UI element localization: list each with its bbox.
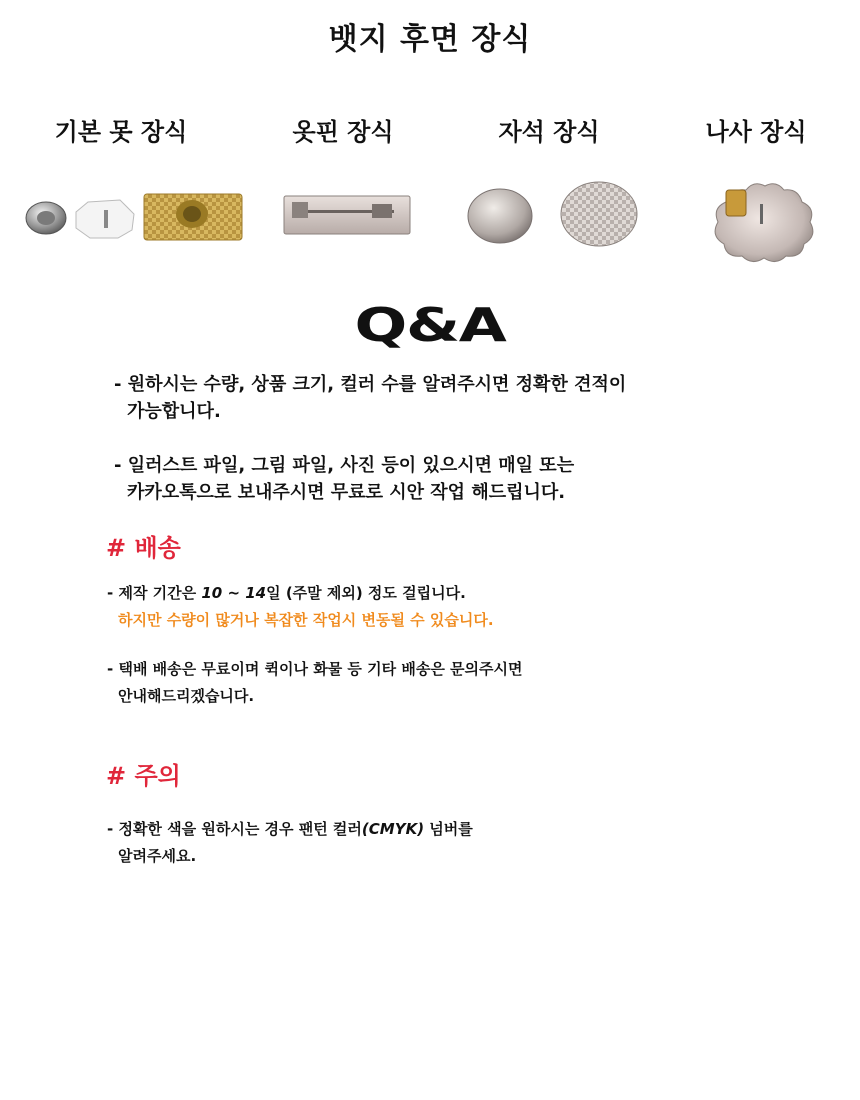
qa-item-line: - 일러스트 파일, 그림 파일, 사진 등이 있으시면 매일 또는 xyxy=(114,455,575,476)
shipping-heading: # 배송 xyxy=(106,534,181,562)
qa-item-line: 카카오톡으로 보내주시면 무료로 시안 작업 해드립니다. xyxy=(127,482,566,503)
shipping-delivery-note xyxy=(107,656,727,710)
qa-item-line: - 원하시는 수량, 상품 크기, 컬러 수를 알려주시면 정확한 견적이 xyxy=(114,374,627,395)
category-safety-pin-label: 옷핀 장식 xyxy=(292,118,394,146)
category-basic-pin-label: 기본 못 장식 xyxy=(54,118,188,146)
magnet-back-image xyxy=(466,180,640,246)
shipping-variance-note: 하지만 수량이 많거나 복잡한 작업시 변동될 수 있습니다. xyxy=(118,611,494,629)
qa-heading: Q&A xyxy=(354,298,506,352)
qa-item-draft xyxy=(114,452,774,506)
note-text: - 제작 기간은 xyxy=(107,584,202,602)
qa-item-line: 가능합니다. xyxy=(127,401,221,422)
period-value: 10 ~ 14 xyxy=(201,584,267,602)
note-text: 일 (주말 제외) 정도 걸립니다. xyxy=(266,584,466,602)
category-screw-label: 나사 장식 xyxy=(705,118,807,146)
page-title: 뱃지 후면 장식 xyxy=(328,22,532,57)
qa-item-quote xyxy=(114,371,774,425)
caution-note xyxy=(107,816,727,870)
cmyk-code: (CMYK) xyxy=(361,820,425,838)
safety-pin-back-image xyxy=(282,192,412,238)
category-magnet-label: 자석 장식 xyxy=(498,118,600,146)
screw-back-image xyxy=(710,176,820,260)
note-text: 넘버를 xyxy=(424,820,473,838)
caution-heading: # 주의 xyxy=(106,762,181,790)
note-text: 알려주세요. xyxy=(118,847,197,865)
shipping-period-note xyxy=(107,580,727,634)
basic-pin-back-image xyxy=(24,190,250,246)
note-text: - 정확한 색을 원하시는 경우 팬턴 컬러 xyxy=(107,820,362,838)
note-text: 안내해드리겠습니다. xyxy=(118,687,255,705)
note-text: - 택배 배송은 무료이며 퀵이나 화물 등 기타 배송은 문의주시면 xyxy=(107,660,523,678)
